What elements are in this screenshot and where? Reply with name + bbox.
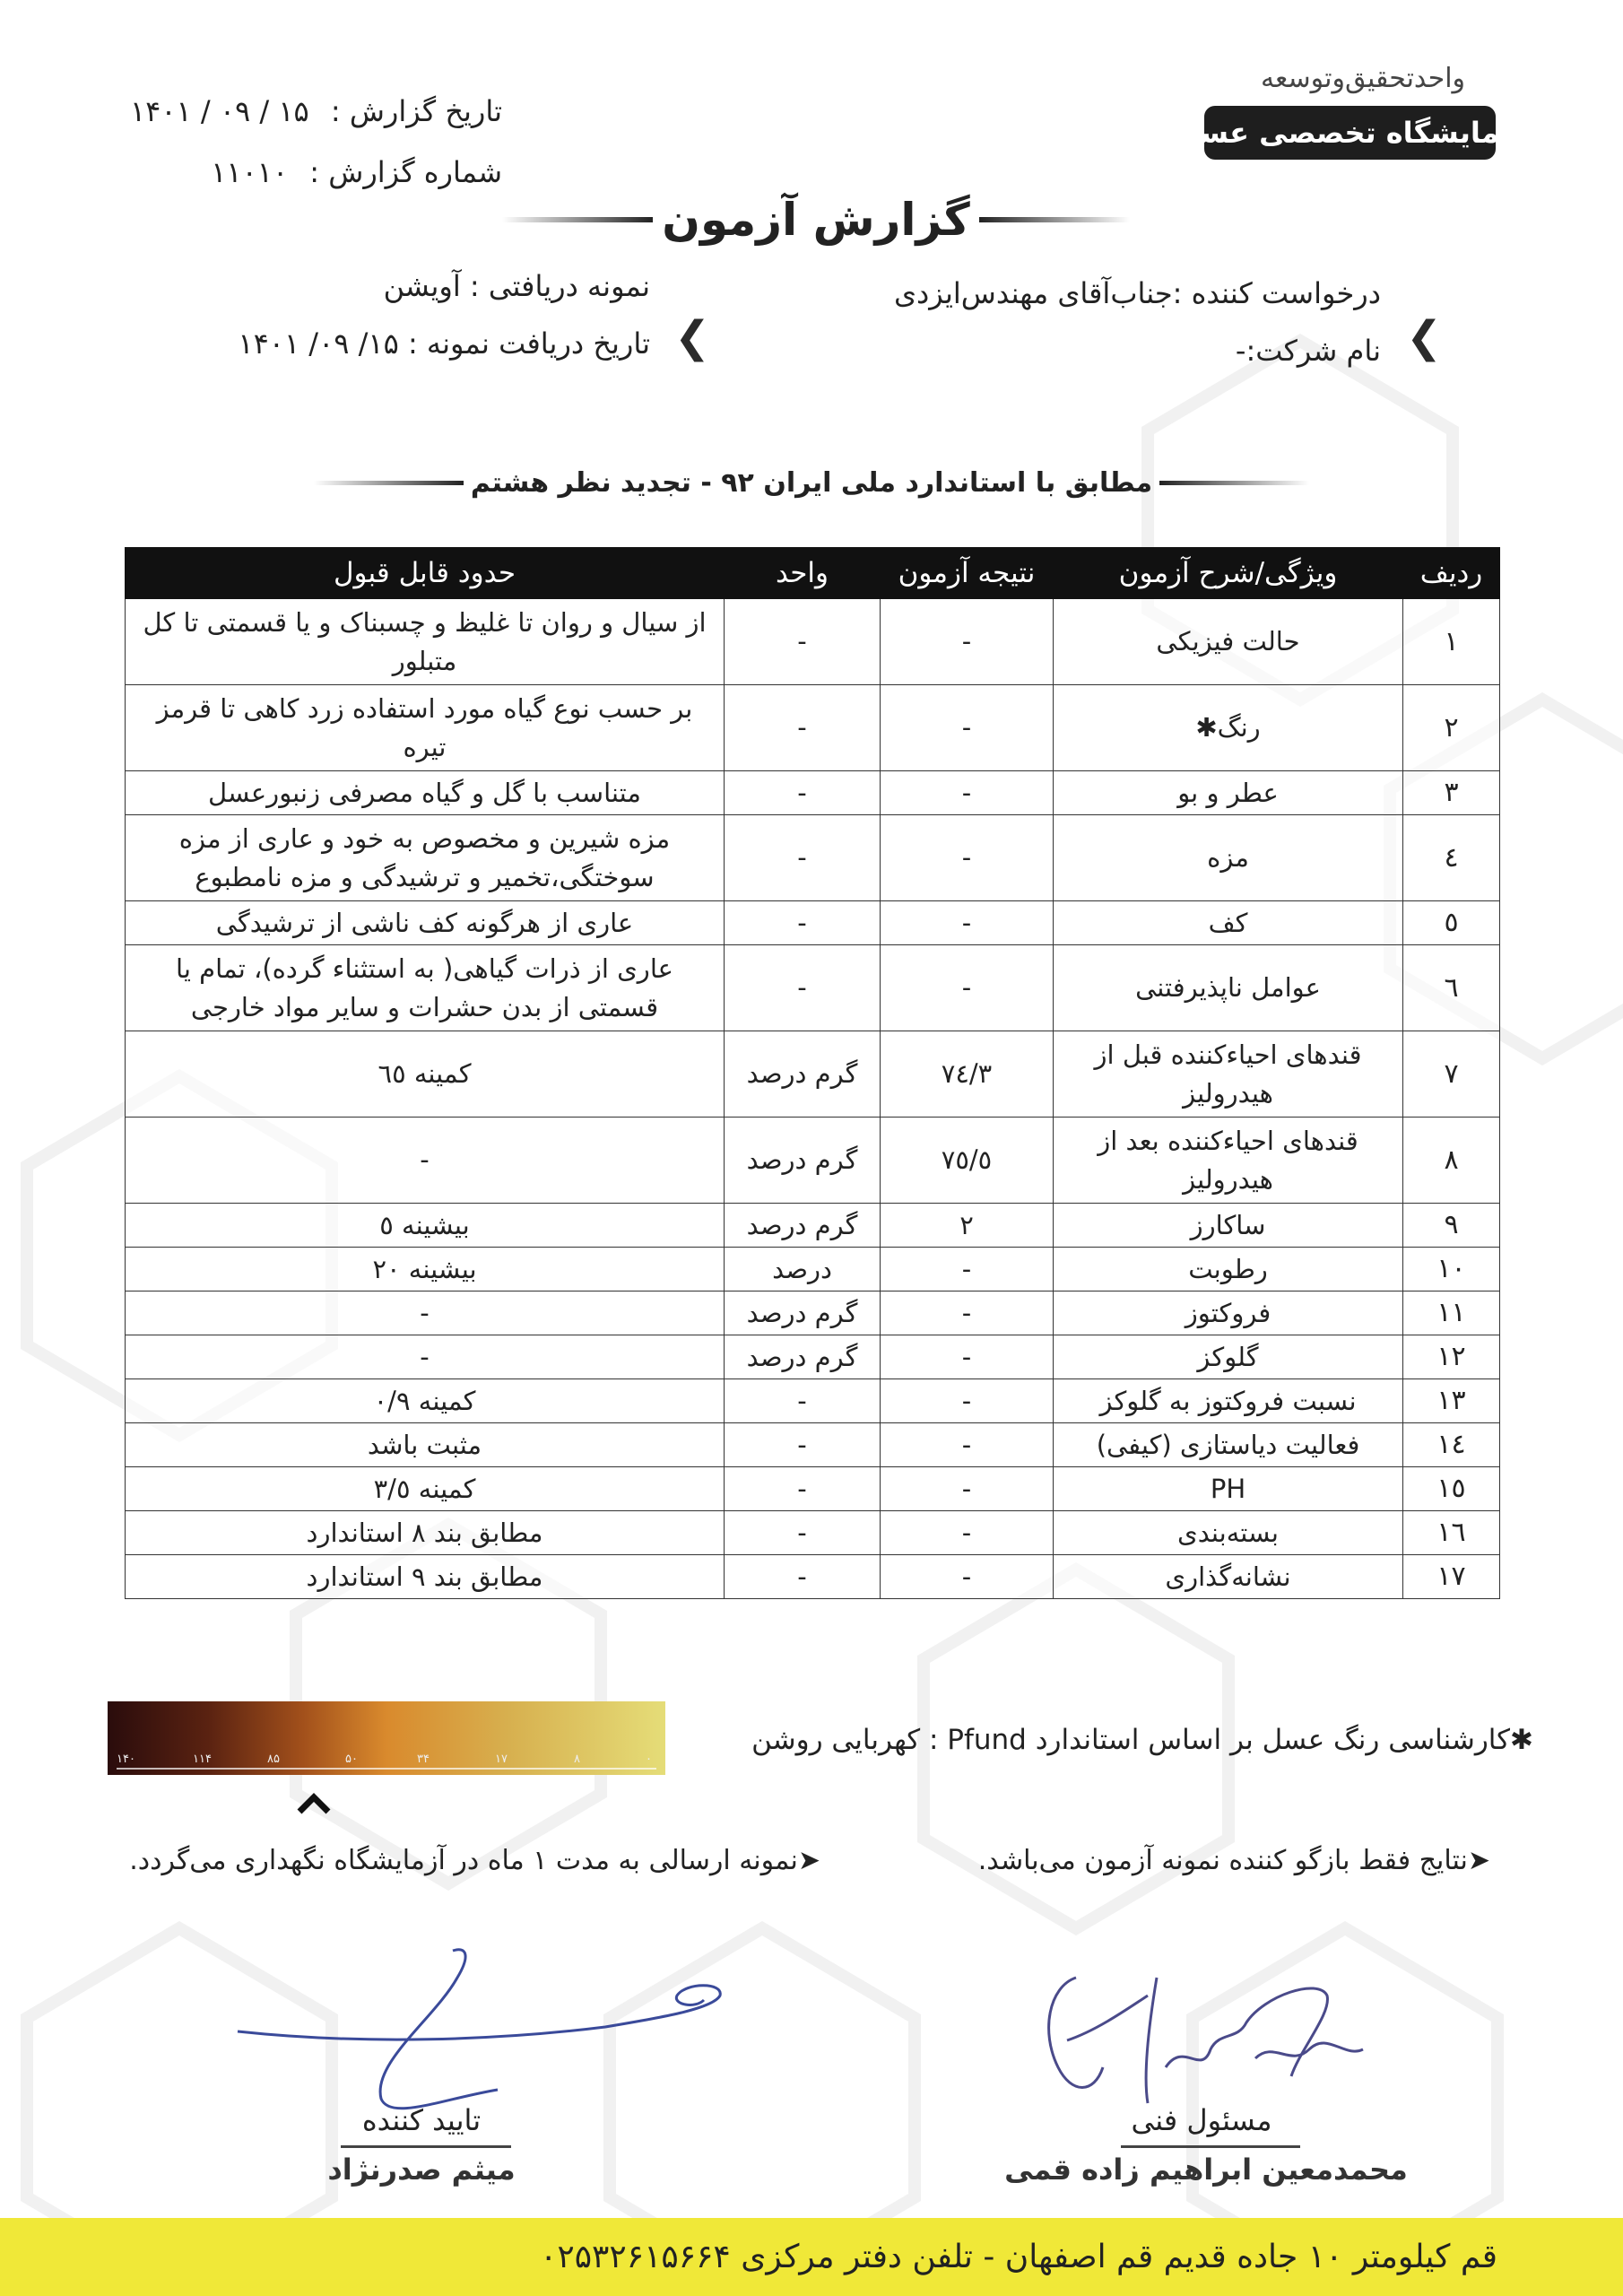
row-number: ١٣ xyxy=(1403,1379,1500,1423)
technical-manager-signature xyxy=(1031,1960,1372,2112)
row-result: ٢ xyxy=(881,1204,1054,1248)
table-row xyxy=(126,1379,1500,1423)
row-number: ١١ xyxy=(1403,1292,1500,1335)
row-result: - xyxy=(881,1511,1054,1555)
technical-manager-name: محمدمعین ابراهیم زاده قمی xyxy=(1004,2152,1408,2187)
signature-rule xyxy=(1121,2145,1300,2148)
row-test: کف xyxy=(1054,901,1403,945)
footer-bar xyxy=(0,2218,1623,2296)
report-title-block xyxy=(502,184,1130,256)
row-unit: - xyxy=(725,599,881,685)
row-number: ١ xyxy=(1403,599,1500,685)
row-test: حالت فیزیکی xyxy=(1054,599,1403,685)
row-number: ٥ xyxy=(1403,901,1500,945)
row-unit: گرم درصد xyxy=(725,1292,881,1335)
row-number: ٦ xyxy=(1403,945,1500,1031)
scale-tick: ۸ xyxy=(574,1752,580,1766)
scale-tick: ۸۵ xyxy=(267,1752,280,1766)
row-limit: کمینه ٣/٥ xyxy=(126,1467,725,1511)
row-result: - xyxy=(881,1335,1054,1379)
title-rule-left xyxy=(502,217,653,222)
table-row xyxy=(126,1292,1500,1335)
row-limit: بیشینه ٥ xyxy=(126,1204,725,1248)
row-number: ٤ xyxy=(1403,815,1500,901)
row-result: - xyxy=(881,771,1054,815)
header-limit: حدود قابل قبول xyxy=(126,548,725,599)
row-unit: - xyxy=(725,1555,881,1599)
row-test: نشانه‌گذاری xyxy=(1054,1555,1403,1599)
row-unit: - xyxy=(725,945,881,1031)
row-result: ٧٤/٣ xyxy=(881,1031,1054,1118)
row-test: مزه xyxy=(1054,815,1403,901)
row-test: عطر و بو xyxy=(1054,771,1403,815)
scale-tick: ۵۰ xyxy=(345,1752,358,1766)
row-result: - xyxy=(881,1248,1054,1292)
row-limit: متناسب با گل و گیاه مصرفی زنبورعسل xyxy=(126,771,725,815)
footer-address: قم کیلومتر ۱۰ جاده قدیم قم اصفهان - تلفن دفتر مرکزی ۰۲۵۳۲۶۱۵۶۶۴ xyxy=(540,2239,1497,2275)
scale-tick: ۱۴۰ xyxy=(117,1752,135,1766)
row-unit: گرم درصد xyxy=(725,1031,881,1118)
approver-name: میثم صدرنژاد xyxy=(327,2152,516,2187)
row-result: - xyxy=(881,1423,1054,1467)
row-limit: عاری از ذرات گیاهی( به استثناء گرده)، تمام یا قسمتی از بدن حشرات و سایر مواد خارجی xyxy=(126,945,725,1031)
row-number: ٧ xyxy=(1403,1031,1500,1118)
row-unit: گرم درصد xyxy=(725,1118,881,1204)
row-limit: - xyxy=(126,1118,725,1204)
table-row xyxy=(126,1031,1500,1118)
table-row xyxy=(126,1204,1500,1248)
row-test: قندهای احیاءکننده قبل از هیدرولیز xyxy=(1054,1031,1403,1118)
approver-signature xyxy=(229,1946,731,2126)
row-unit: - xyxy=(725,685,881,771)
table-row xyxy=(126,1555,1500,1599)
row-result: ٧٥/٥ xyxy=(881,1118,1054,1204)
report-number-label: شماره گزارش : xyxy=(309,155,502,189)
table-row xyxy=(126,1248,1500,1292)
row-result: - xyxy=(881,1467,1054,1511)
header-unit: واحد xyxy=(725,548,881,599)
pfund-color-note: ✱کارشناسی رنگ عسل بر اساس استاندارد Pfund : کهربایی روشن xyxy=(751,1724,1533,1756)
row-unit: - xyxy=(725,1423,881,1467)
note-retention: ➤نمونه ارسالی به مدت ۱ ماه در آزمایشگاه نگهداری می‌گردد. xyxy=(129,1845,820,1876)
row-result: - xyxy=(881,901,1054,945)
row-result: - xyxy=(881,1292,1054,1335)
table-row xyxy=(126,901,1500,945)
lab-name: آزمایشگاه تخصصی عسل xyxy=(1174,116,1526,150)
results-table xyxy=(125,547,1500,1599)
row-limit: بیشینه ٢٠ xyxy=(126,1248,725,1292)
sample-received-line: نمونه دریافتی : آویشن xyxy=(383,269,650,303)
row-test: رطوبت xyxy=(1054,1248,1403,1292)
row-test: PH xyxy=(1054,1467,1403,1511)
table-header-row xyxy=(126,548,1500,599)
subtitle-rule-left xyxy=(314,481,464,485)
technical-manager-role: مسئول فنی xyxy=(1131,2103,1272,2137)
title-rule-right xyxy=(979,217,1130,222)
report-date-value: ۱۵ / ۰۹ / ۱۴۰۱ xyxy=(129,94,309,128)
header-test: ویژگی/شرح آزمون xyxy=(1054,548,1403,599)
table-row xyxy=(126,815,1500,901)
row-test: فروکتوز xyxy=(1054,1292,1403,1335)
row-number: ١٧ xyxy=(1403,1555,1500,1599)
page-title: گزارش آزمون xyxy=(662,194,970,246)
chevron-left-icon: ❮ xyxy=(674,312,711,362)
header-result: نتیجه آزمون xyxy=(881,548,1054,599)
row-unit: - xyxy=(725,771,881,815)
table-row xyxy=(126,1423,1500,1467)
row-result: - xyxy=(881,815,1054,901)
row-test: گلوکز xyxy=(1054,1335,1403,1379)
signature-rule xyxy=(341,2145,511,2148)
row-unit: - xyxy=(725,901,881,945)
table-row xyxy=(126,1467,1500,1511)
row-result: - xyxy=(881,1555,1054,1599)
subtitle-rule-right xyxy=(1159,481,1309,485)
row-number: ٣ xyxy=(1403,771,1500,815)
row-limit: مطابق بند ٨ استاندارد xyxy=(126,1511,725,1555)
report-number xyxy=(211,155,502,189)
scale-tick: ۱۷ xyxy=(495,1752,508,1766)
table-row xyxy=(126,771,1500,815)
row-unit: گرم درصد xyxy=(725,1335,881,1379)
row-test: ساکارز xyxy=(1054,1204,1403,1248)
row-result: - xyxy=(881,685,1054,771)
standard-subtitle-block xyxy=(314,457,1309,508)
row-number: ١٤ xyxy=(1403,1423,1500,1467)
table-row xyxy=(126,599,1500,685)
row-number: ٩ xyxy=(1403,1204,1500,1248)
row-unit: - xyxy=(725,1379,881,1423)
row-limit: - xyxy=(126,1292,725,1335)
sample-date-line: تاریخ دریافت نمونه : ۱۵/ ۰۹/ ۱۴۰۱ xyxy=(238,326,650,361)
company-line: نام شرکت:- xyxy=(1235,334,1381,368)
table-row xyxy=(126,685,1500,771)
standard-subtitle: مطابق با استاندارد ملی ایران ۹۲ - تجدید نظر هشتم xyxy=(470,466,1153,499)
header-row-number: ردیف xyxy=(1403,548,1500,599)
row-limit: از سیال و روان تا غلیظ و چسبناک و یا قسمتی تا کل متبلور xyxy=(126,599,725,685)
scale-tick: ۱۱۴ xyxy=(193,1752,212,1766)
row-unit: - xyxy=(725,1511,881,1555)
scale-tick: ۳۴ xyxy=(417,1752,430,1766)
row-limit: کمینه ٦٥ xyxy=(126,1031,725,1118)
row-test: رنگ✱ xyxy=(1054,685,1403,771)
report-date xyxy=(130,94,502,128)
table-row xyxy=(126,1335,1500,1379)
row-number: ١٠ xyxy=(1403,1248,1500,1292)
chevron-up-icon xyxy=(296,1785,332,1826)
lab-department-label: واحدتحقیق‌وتوسعه xyxy=(1260,63,1466,94)
pfund-color-scale xyxy=(108,1701,665,1775)
row-unit: گرم درصد xyxy=(725,1204,881,1248)
row-number: ١٥ xyxy=(1403,1467,1500,1511)
row-number: ٢ xyxy=(1403,685,1500,771)
row-number: ٨ xyxy=(1403,1118,1500,1204)
row-test: فعالیت دیاستازی (کیفی) xyxy=(1054,1423,1403,1467)
row-test: بسته‌بندی xyxy=(1054,1511,1403,1555)
row-result: - xyxy=(881,599,1054,685)
chevron-left-icon: ❮ xyxy=(1406,312,1443,362)
scale-tick: ۰ xyxy=(646,1752,652,1766)
row-unit: - xyxy=(725,815,881,901)
row-test: قندهای احیاءکننده بعد از هیدرولیز xyxy=(1054,1118,1403,1204)
row-unit: - xyxy=(725,1467,881,1511)
requester-line: درخواست کننده :جناب‌آقای مهندس‌ایزدی xyxy=(894,276,1381,310)
row-result: - xyxy=(881,945,1054,1031)
row-limit: عاری از هرگونه کف ناشی از ترشیدگی xyxy=(126,901,725,945)
row-limit: کمینه ٠/٩ xyxy=(126,1379,725,1423)
row-limit: - xyxy=(126,1335,725,1379)
row-limit: مطابق بند ٩ استاندارد xyxy=(126,1555,725,1599)
table-row xyxy=(126,1511,1500,1555)
table-row xyxy=(126,1118,1500,1204)
lab-logo-badge xyxy=(1174,106,1526,160)
report-date-label: تاریخ گزارش : xyxy=(330,94,502,128)
note-results: ➤نتایج فقط بازگو کننده نمونه آزمون می‌باشد. xyxy=(977,1845,1490,1876)
row-number: ١٢ xyxy=(1403,1335,1500,1379)
scale-axis xyxy=(117,1768,656,1770)
row-test: نسبت فروکتوز به گلوکز xyxy=(1054,1379,1403,1423)
row-unit: درصد xyxy=(725,1248,881,1292)
row-limit: مزه شیرین و مخصوص به خود و عاری از مزه سوختگی،تخمیر و ترشیدگی و مزه نامطبوع xyxy=(126,815,725,901)
approver-role: تایید کننده xyxy=(361,2103,482,2137)
row-result: - xyxy=(881,1379,1054,1423)
row-number: ١٦ xyxy=(1403,1511,1500,1555)
table-row xyxy=(126,945,1500,1031)
row-test: عوامل ناپذیرفتنی xyxy=(1054,945,1403,1031)
report-number-value: ۱۱۰۱۰ xyxy=(211,155,289,189)
row-limit: مثبت باشد xyxy=(126,1423,725,1467)
row-limit: بر حسب نوع گیاه مورد استفاده زرد کاهی تا قرمز تیره xyxy=(126,685,725,771)
